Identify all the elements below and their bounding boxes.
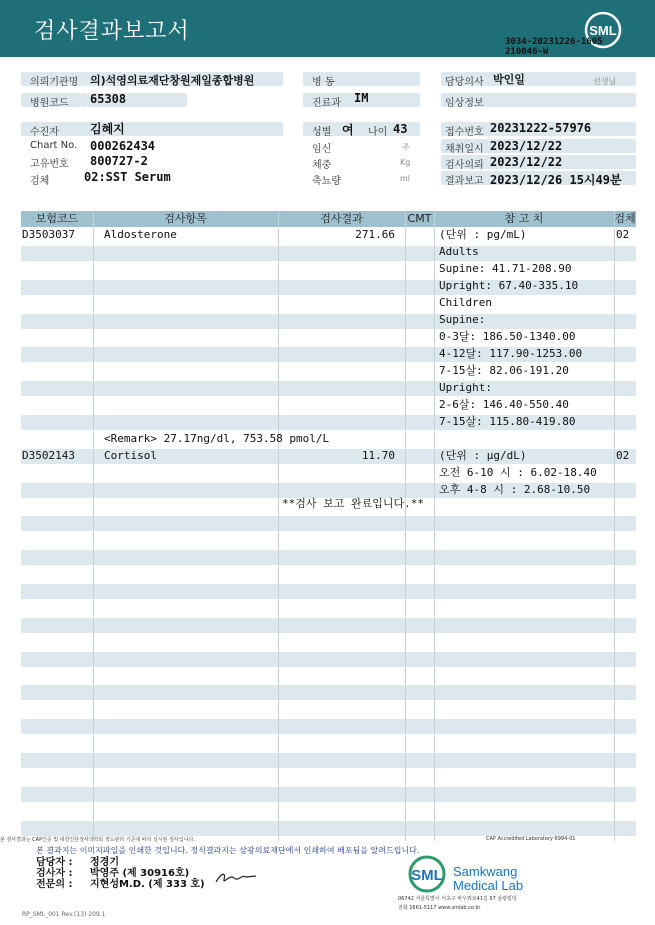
request-value: 2023/12/22: [490, 155, 563, 169]
table-stripe: [21, 381, 636, 396]
lab-name-2: Medical Lab: [453, 878, 524, 893]
column-divider: [278, 211, 279, 841]
column-divider: [405, 211, 406, 841]
cell-reference: Upright: 67.40-335.10: [439, 279, 579, 292]
patient-value: 김혜지: [90, 122, 125, 136]
pregnancy-label: 임신: [312, 144, 332, 155]
cell-code: D3503037: [22, 228, 75, 241]
report-number-line1: 3034-20231226-1605: [505, 37, 603, 47]
lab-address: 06742 서울특별시 서초구 바우뫼로41길 57 삼광빌딩: [398, 896, 517, 902]
staff-manager-value: 정경기: [90, 857, 119, 868]
institution-label: 의뢰기관명: [30, 77, 79, 88]
report-number-line2: 210046-W: [505, 47, 549, 57]
cell-code: D3502143: [22, 449, 75, 462]
table-stripe: [21, 550, 636, 565]
weight-unit: Kg: [400, 158, 411, 167]
clinical-info-label: 임상정보: [445, 98, 484, 109]
lab-name-1: Samkwang: [453, 864, 518, 879]
receipt-label: 접수번호: [445, 127, 484, 138]
cell-reference: (단위 : µg/dL): [439, 449, 527, 462]
col-header-specimen: 검체: [614, 212, 636, 225]
completion-message: **검사 보고 완료입니다.**: [282, 497, 424, 510]
specimen-label: 검체: [30, 176, 50, 187]
table-stripe: [21, 618, 636, 633]
staff-specialist-label: 전문의 :: [36, 879, 73, 890]
fineprint: 본 검사결과는 CAP인증 및 대한진단검사의학회 정도관리 기준에 따라 실시된 검사입니다.: [0, 837, 195, 843]
cell-reference: Supine: 41.71-208.90: [439, 262, 572, 275]
staff-tester-value: 박영주 (제 30916호): [90, 868, 190, 879]
col-header-reference: 참 고 치: [504, 212, 544, 225]
sml-lab-logo-icon: [404, 854, 450, 894]
cell-item: Cortisol: [104, 449, 157, 462]
urine-unit: ml: [400, 174, 411, 183]
cell-reference: 오후 4-8 시 : 2.68-10.50: [439, 483, 591, 496]
value-pill: [21, 122, 283, 136]
hospital-code-value: 65308: [90, 92, 127, 106]
table-stripe: [21, 719, 636, 734]
staff-specialist-value: 지현성M.D. (제 333 호): [90, 879, 205, 890]
table-stripe: [21, 584, 636, 599]
chart-value: 000262434: [90, 139, 156, 153]
cap-text: CAP Accredited Laboratory 6994-01: [486, 836, 576, 842]
column-divider: [93, 211, 94, 841]
pregnancy-unit: 주: [402, 143, 410, 152]
specimen-value: 02:SST Serum: [84, 170, 171, 184]
receipt-value: 20231222-57976: [490, 121, 592, 135]
age-value: 43: [393, 122, 408, 136]
staff-tester-label: 검사자 :: [36, 868, 73, 879]
urine-label: 축뇨량: [312, 176, 341, 187]
weight-label: 체중: [312, 160, 332, 171]
col-header-cmt: CMT: [407, 212, 432, 225]
cell-result: 271.66: [355, 228, 395, 241]
table-stripe: [21, 246, 636, 261]
ward-label: 병 동: [312, 77, 335, 88]
staff-manager-label: 담당자 :: [36, 857, 73, 868]
cell-reference: 4-12달: 117.90-1253.00: [439, 347, 583, 360]
table-stripe: [21, 516, 636, 531]
doctor-suffix: 선생님: [593, 77, 617, 86]
col-header-code: 보험코드: [35, 212, 79, 225]
report-number: [505, 37, 603, 57]
id-label: 고유번호: [30, 159, 69, 170]
request-label: 검사의뢰: [445, 160, 484, 171]
column-divider: [434, 211, 435, 841]
image-copy-note: 본 결과지는 이미지파일을 인쇄한 것입니다. 정식결과지는 삼광의료재단에서 인쇄하여 배포됨을 알려드립니다.: [36, 846, 420, 855]
cell-reference: 7-15살: 82.06-191.20: [439, 364, 569, 377]
hospital-code-label: 병원코드: [30, 98, 69, 109]
table-stripe: [21, 685, 636, 700]
patient-label: 수진자: [30, 127, 59, 138]
department-label: 진료과: [312, 98, 341, 109]
column-divider: [614, 211, 615, 841]
table-stripe: [21, 821, 636, 836]
institution-value: 의)석영의료재단창원제일종합병원: [90, 74, 255, 87]
cell-reference: Upright:: [439, 381, 492, 394]
cell-result: 11.70: [361, 449, 395, 462]
chart-label: Chart No.: [30, 140, 78, 151]
cell-reference: 2-6살: 146.40-550.40: [439, 398, 569, 411]
cell-reference: 오전 6-10 시 : 6.02-18.40: [439, 466, 597, 479]
report-value: 2023/12/26 15시49분: [490, 173, 622, 187]
cell-specimen: 02: [616, 449, 630, 462]
cell-reference: 7-15살: 115.80-419.80: [439, 415, 576, 428]
signature-icon: [214, 868, 258, 886]
table-stripe: [21, 652, 636, 667]
form-code: RP_SML_001 Rev.(13) 209.1: [22, 911, 106, 918]
collect-value: 2023/12/22: [490, 139, 563, 153]
id-value: 800727-2: [90, 154, 148, 168]
table-stripe: [21, 753, 636, 768]
col-header-result: 검사결과: [320, 212, 363, 225]
age-label: 나이: [368, 127, 388, 138]
cell-reference: Supine:: [439, 313, 486, 326]
sml-lab-logo-text: SML: [411, 867, 443, 884]
cell-reference: (단위 : pg/mL): [439, 228, 527, 241]
page-title: 검사결과보고서: [34, 19, 190, 44]
sex-label: 성별: [312, 127, 332, 138]
sml-logo-text: SML: [589, 23, 617, 38]
col-header-item: 검사항목: [164, 212, 207, 225]
department-value: IM: [354, 91, 369, 105]
report-label: 결과보고: [445, 176, 484, 187]
collect-label: 채취일시: [445, 144, 484, 155]
doctor-label: 담당의사: [445, 77, 484, 88]
cell-item: Aldosterone: [104, 228, 177, 241]
sex-value: 여: [342, 123, 354, 137]
table-stripe: [21, 314, 636, 329]
doctor-value: 박인일: [493, 73, 525, 86]
cell-specimen: 02: [616, 228, 630, 241]
cell-reference: 0-3달: 186.50-1340.00: [439, 330, 576, 343]
cell-item: <Remark> 27.17ng/dl, 753.58 pmol/L: [104, 432, 330, 445]
cell-reference: Adults: [439, 245, 479, 258]
table-stripe: [21, 787, 636, 802]
cell-reference: Children: [439, 296, 492, 309]
lab-phone: 전화 1661-5117 www.smlab.co.kr: [398, 905, 481, 911]
